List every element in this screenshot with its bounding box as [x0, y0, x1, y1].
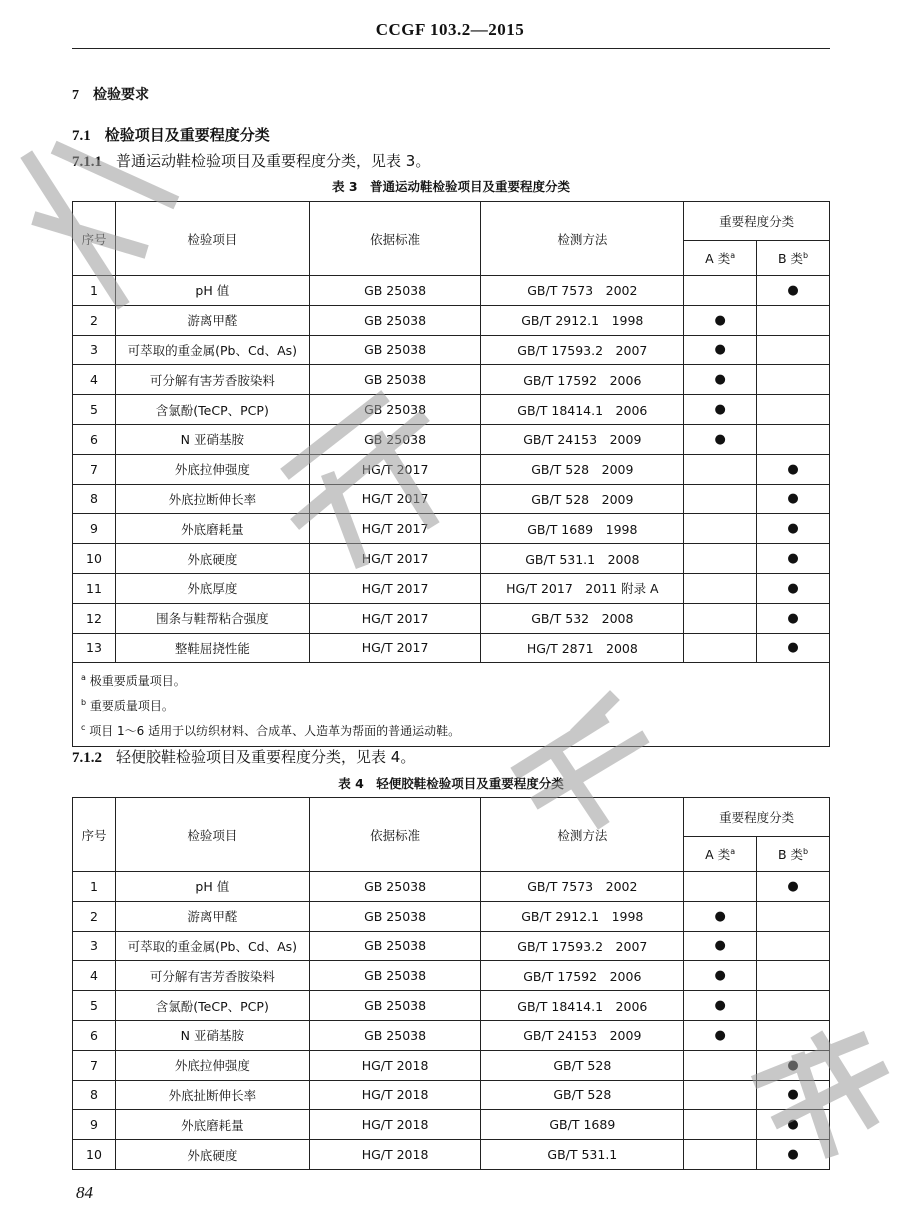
col-class-a-header: A 类$^a$: [684, 837, 757, 872]
test-method: GB/T 528 2009: [481, 484, 684, 514]
check-item: 可萃取的重金属(Pb、Cd、As): [115, 931, 309, 961]
check-item: 可萃取的重金属(Pb、Cd、As): [115, 335, 309, 365]
note-c: $^c$ 项目 1～6 适用于以纺织材料、合成革、人造革为帮面的普通运动鞋。: [81, 723, 461, 739]
table-row: [73, 424, 830, 454]
test-method: GB/T 17593.2 2007: [481, 335, 684, 365]
basis-standard: GB 25038: [309, 276, 481, 306]
table-row: [73, 335, 830, 365]
basis-standard: HG/T 2017: [309, 603, 481, 633]
class-b-mark: ●: [757, 603, 830, 633]
test-method: GB/T 17593.2 2007: [481, 931, 684, 961]
class-b-mark: ●: [757, 484, 830, 514]
test-method: GB/T 24153 2009: [481, 424, 684, 454]
check-item: 整鞋屈挠性能: [115, 633, 309, 663]
class-a-mark: [684, 454, 757, 484]
col-method-header: 检测方法: [481, 202, 684, 276]
class-a-mark: [684, 276, 757, 306]
class-b-mark: ●: [757, 1080, 830, 1110]
class-a-mark: [684, 573, 757, 603]
col-class-b-header: B 类$^b$: [757, 837, 830, 872]
table-row: [73, 991, 830, 1021]
note-b: $^b$ 重要质量项目。: [81, 698, 174, 714]
check-item: 外底扯断伸长率: [115, 1080, 309, 1110]
test-method: GB/T 18414.1 2006: [481, 991, 684, 1021]
class-a-mark: [684, 484, 757, 514]
row-number: 11: [73, 573, 116, 603]
test-method: GB/T 531.1: [481, 1140, 684, 1170]
test-method: HG/T 2871 2008: [481, 633, 684, 663]
basis-standard: HG/T 2017: [309, 454, 481, 484]
class-a-mark: [684, 514, 757, 544]
table-3-caption: 表 3 普通运动鞋检验项目及重要程度分类: [331, 179, 571, 194]
class-a-mark: ●: [684, 991, 757, 1021]
class-a-mark: [684, 1080, 757, 1110]
table-row: [73, 961, 830, 991]
class-b-mark: ●: [757, 454, 830, 484]
col-basis-header: 依据标准: [309, 798, 481, 872]
row-number: 1: [73, 872, 116, 902]
class-a-mark: [684, 1110, 757, 1140]
table-3-notes: [73, 663, 830, 747]
row-number: 1: [73, 276, 116, 306]
section-7-1-2-paragraph: [72, 746, 415, 767]
section-text: 轻便胶鞋检验项目及重要程度分类，见表 4。: [116, 748, 416, 766]
class-a-mark: [684, 1140, 757, 1170]
check-item: 游离甲醛: [115, 901, 309, 931]
basis-standard: GB 25038: [309, 305, 481, 335]
test-method: HG/T 2017 2011 附录 A: [481, 573, 684, 603]
class-b-mark: ●: [757, 544, 830, 574]
class-a-mark: ●: [684, 365, 757, 395]
section-title: 检验要求: [93, 87, 149, 103]
class-a-mark: ●: [684, 395, 757, 425]
basis-standard: HG/T 2018: [309, 1140, 481, 1170]
row-number: 13: [73, 633, 116, 663]
class-b-mark: [757, 424, 830, 454]
class-b-mark: [757, 901, 830, 931]
basis-standard: HG/T 2018: [309, 1080, 481, 1110]
class-a-mark: ●: [684, 335, 757, 365]
basis-standard: GB 25038: [309, 991, 481, 1021]
col-importance-header: 重要程度分类: [684, 798, 830, 837]
test-method: GB/T 1689: [481, 1110, 684, 1140]
basis-standard: HG/T 2017: [309, 484, 481, 514]
table-4-caption: 表 4 轻便胶鞋检验项目及重要程度分类: [338, 776, 564, 791]
table-row: [73, 305, 830, 335]
class-a-mark: [684, 603, 757, 633]
class-b-mark: ●: [757, 633, 830, 663]
class-b-mark: [757, 365, 830, 395]
class-b-mark: [757, 335, 830, 365]
class-b-mark: [757, 961, 830, 991]
row-number: 4: [73, 961, 116, 991]
col-class-b-header: B 类$^b$: [757, 241, 830, 276]
class-b-mark: ●: [757, 872, 830, 902]
test-method: GB/T 532 2008: [481, 603, 684, 633]
class-b-mark: [757, 395, 830, 425]
test-method: GB/T 1689 1998: [481, 514, 684, 544]
col-no-header: 序号: [73, 798, 116, 872]
test-method: GB/T 17592 2006: [481, 961, 684, 991]
check-item: 外底硬度: [115, 544, 309, 574]
table-header: [73, 202, 830, 276]
class-b-mark: [757, 1020, 830, 1050]
test-method: GB/T 528: [481, 1050, 684, 1080]
check-item: 外底拉伸强度: [115, 1050, 309, 1080]
table-row: [73, 544, 830, 574]
table-row: [73, 484, 830, 514]
check-item: 围条与鞋帮粘合强度: [115, 603, 309, 633]
table-row: [73, 454, 830, 484]
basis-standard: GB 25038: [309, 335, 481, 365]
basis-standard: GB 25038: [309, 961, 481, 991]
check-item: 外底磨耗量: [115, 514, 309, 544]
table-row: [73, 365, 830, 395]
section-number: 7: [72, 88, 79, 103]
section-number: 7.1.2: [72, 750, 102, 766]
col-importance-header: 重要程度分类: [684, 202, 830, 241]
check-item: 外底磨耗量: [115, 1110, 309, 1140]
col-no-header: 序号: [73, 202, 116, 276]
check-item: 含氯酚(TeCP、PCP): [115, 991, 309, 1021]
table-row: [73, 395, 830, 425]
basis-standard: HG/T 2017: [309, 573, 481, 603]
check-item: N 亚硝基胺: [115, 424, 309, 454]
row-number: 10: [73, 1140, 116, 1170]
section-number: 7.1: [72, 128, 91, 144]
section-text: 普通运动鞋检验项目及重要程度分类，见表 3。: [116, 152, 431, 170]
basis-standard: HG/T 2017: [309, 514, 481, 544]
basis-standard: GB 25038: [309, 901, 481, 931]
table-row: [73, 1080, 830, 1110]
class-b-mark: ●: [757, 573, 830, 603]
class-a-mark: ●: [684, 961, 757, 991]
test-method: GB/T 24153 2009: [481, 1020, 684, 1050]
table-row: [73, 514, 830, 544]
check-item: pH 值: [115, 872, 309, 902]
section-7-1-1-paragraph: [72, 150, 430, 171]
class-b-mark: [757, 305, 830, 335]
class-a-mark: [684, 544, 757, 574]
check-item: 外底厚度: [115, 573, 309, 603]
check-item: 外底硬度: [115, 1140, 309, 1170]
check-item: 外底拉断伸长率: [115, 484, 309, 514]
row-number: 2: [73, 901, 116, 931]
test-method: GB/T 531.1 2008: [481, 544, 684, 574]
basis-standard: HG/T 2018: [309, 1050, 481, 1080]
section-7-heading: [72, 84, 149, 104]
row-number: 6: [73, 1020, 116, 1050]
table-row: [73, 276, 830, 306]
table-4: [72, 797, 830, 1170]
basis-standard: HG/T 2018: [309, 1110, 481, 1140]
row-number: 7: [73, 454, 116, 484]
row-number: 3: [73, 335, 116, 365]
class-b-mark: ●: [757, 514, 830, 544]
col-item-header: 检验项目: [115, 202, 309, 276]
table-header: [73, 798, 830, 872]
class-b-mark: ●: [757, 1050, 830, 1080]
class-a-mark: ●: [684, 424, 757, 454]
class-b-mark: [757, 991, 830, 1021]
page-number: 84: [76, 1183, 93, 1202]
row-number: 10: [73, 544, 116, 574]
test-method: GB/T 2912.1 1998: [481, 901, 684, 931]
row-number: 8: [73, 1080, 116, 1110]
class-b-mark: ●: [757, 1140, 830, 1170]
test-method: GB/T 528: [481, 1080, 684, 1110]
basis-standard: GB 25038: [309, 365, 481, 395]
test-method: GB/T 2912.1 1998: [481, 305, 684, 335]
basis-standard: HG/T 2017: [309, 633, 481, 663]
class-b-mark: ●: [757, 276, 830, 306]
col-item-header: 检验项目: [115, 798, 309, 872]
section-7-1-heading: [72, 124, 270, 145]
row-number: 8: [73, 484, 116, 514]
check-item: 可分解有害芳香胺染料: [115, 961, 309, 991]
class-a-mark: ●: [684, 1020, 757, 1050]
basis-standard: HG/T 2017: [309, 544, 481, 574]
note-a: $^a$ 极重要质量项目。: [81, 673, 186, 689]
row-number: 7: [73, 1050, 116, 1080]
section-title: 检验项目及重要程度分类: [104, 126, 270, 144]
row-number: 12: [73, 603, 116, 633]
class-a-mark: [684, 1050, 757, 1080]
col-class-a-header: A 类$^a$: [684, 241, 757, 276]
table-row: [73, 603, 830, 633]
table-row: [73, 1020, 830, 1050]
class-a-mark: ●: [684, 305, 757, 335]
basis-standard: GB 25038: [309, 931, 481, 961]
table-row: [73, 1140, 830, 1170]
basis-standard: GB 25038: [309, 424, 481, 454]
table-row: [73, 931, 830, 961]
row-number: 9: [73, 1110, 116, 1140]
class-a-mark: [684, 633, 757, 663]
check-item: 游离甲醛: [115, 305, 309, 335]
row-number: 9: [73, 514, 116, 544]
row-number: 2: [73, 305, 116, 335]
document-code: CCGF 103.2—2015: [375, 20, 525, 39]
basis-standard: GB 25038: [309, 395, 481, 425]
class-a-mark: ●: [684, 901, 757, 931]
check-item: 含氯酚(TeCP、PCP): [115, 395, 309, 425]
table-row: [73, 901, 830, 931]
test-method: GB/T 7573 2002: [481, 276, 684, 306]
row-number: 6: [73, 424, 116, 454]
check-item: N 亚硝基胺: [115, 1020, 309, 1050]
check-item: 可分解有害芳香胺染料: [115, 365, 309, 395]
table-3: [72, 201, 830, 747]
class-a-mark: [684, 872, 757, 902]
class-b-mark: [757, 931, 830, 961]
class-a-mark: ●: [684, 931, 757, 961]
col-basis-header: 依据标准: [309, 202, 481, 276]
class-b-mark: ●: [757, 1110, 830, 1140]
test-method: GB/T 17592 2006: [481, 365, 684, 395]
table-row: [73, 633, 830, 663]
row-number: 4: [73, 365, 116, 395]
row-number: 5: [73, 395, 116, 425]
section-number: 7.1.1: [72, 154, 102, 170]
header-rule: [72, 48, 830, 49]
row-number: 3: [73, 931, 116, 961]
table-row: [73, 1110, 830, 1140]
basis-standard: GB 25038: [309, 1020, 481, 1050]
table-row: [73, 872, 830, 902]
test-method: GB/T 528 2009: [481, 454, 684, 484]
table-row: [73, 573, 830, 603]
row-number: 5: [73, 991, 116, 1021]
check-item: pH 值: [115, 276, 309, 306]
basis-standard: GB 25038: [309, 872, 481, 902]
test-method: GB/T 18414.1 2006: [481, 395, 684, 425]
table-row: [73, 1050, 830, 1080]
check-item: 外底拉伸强度: [115, 454, 309, 484]
col-method-header: 检测方法: [481, 798, 684, 872]
test-method: GB/T 7573 2002: [481, 872, 684, 902]
